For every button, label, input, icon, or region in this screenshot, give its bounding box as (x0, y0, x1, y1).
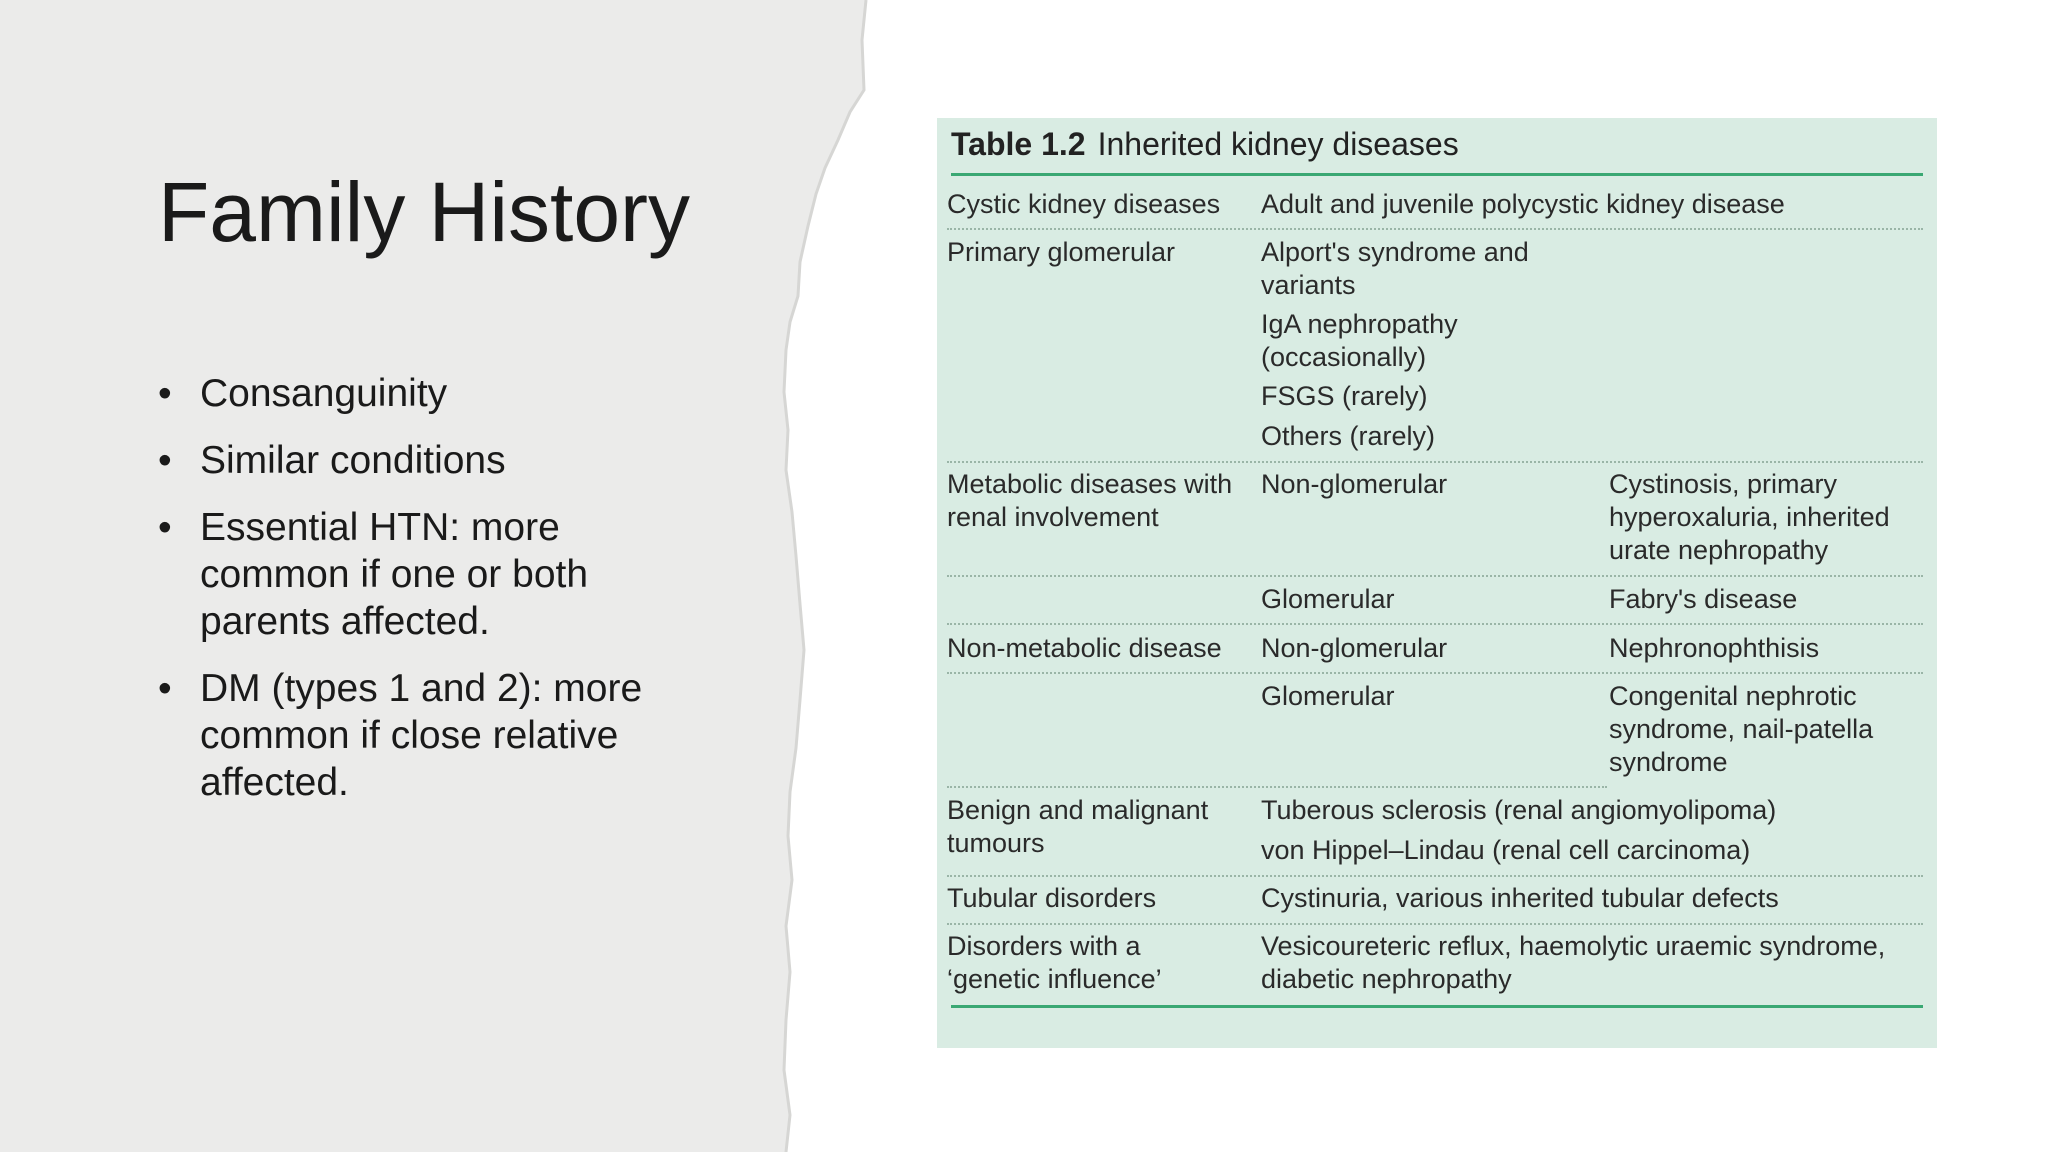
table-cell: Congenital nephrotic syndrome, nail-patella syndrome (1609, 681, 1874, 777)
slide-title: Family History (158, 165, 691, 259)
bullet-text: Essential HTN: more common if one or both parents affected. (200, 506, 589, 643)
bullet-item (158, 437, 718, 484)
table-cell: FSGS (rarely) (1261, 381, 1428, 411)
table-cell: Non-glomerular (1261, 469, 1448, 499)
table-bottom-rule (951, 1005, 1923, 1008)
row-divider (947, 875, 1923, 877)
bullet-item (158, 370, 718, 417)
row-divider (947, 228, 1923, 230)
table-cell: Primary glomerular (947, 237, 1176, 267)
row-divider (947, 461, 1923, 463)
table-cell: Tuberous sclerosis (renal angiomyolipoma) (1261, 795, 1777, 825)
table-caption (951, 126, 1459, 163)
table-cell: IgA nephropathy (occasionally) (1261, 309, 1458, 372)
row-divider (947, 575, 1923, 577)
table-cell: Metabolic diseases with renal involvement (947, 469, 1233, 532)
table-cell: von Hippel–Lindau (renal cell carcinoma) (1261, 835, 1751, 865)
table-caption-text: Inherited kidney diseases (1097, 126, 1459, 162)
table-cell: Benign and malignant tumours (947, 795, 1209, 858)
table-cell: Vesicoureteric reflux, haemolytic uraemic syndrome, diabetic nephropathy (1261, 931, 1886, 994)
table-caption-label: Table 1.2 (951, 126, 1086, 162)
bullet-dot-icon: • (158, 506, 172, 549)
row-divider (947, 923, 1923, 925)
bullet-dot-icon: • (158, 439, 172, 482)
table-cell: Non-glomerular (1261, 633, 1448, 663)
row-divider (947, 623, 1923, 625)
bullet-dot-icon: • (158, 667, 172, 710)
row-divider (947, 786, 1607, 788)
table-cell: Nephronophthisis (1609, 633, 1820, 663)
table-cell: Tubular disorders (947, 883, 1157, 913)
bullet-text: Similar conditions (200, 439, 506, 482)
bullet-item (158, 504, 718, 645)
bullet-list (158, 370, 718, 826)
table-cell: Disorders with a ‘genetic influence’ (947, 931, 1162, 994)
inherited-kidney-diseases-table (937, 118, 1937, 1048)
bullet-item (158, 665, 718, 806)
table-top-rule (951, 173, 1923, 176)
table-cell: Adult and juvenile polycystic kidney disease (1261, 189, 1785, 219)
row-divider (947, 672, 1923, 674)
table-cell: Alport's syndrome and variants (1261, 237, 1529, 300)
bullet-dot-icon: • (158, 372, 172, 415)
table-cell: Others (rarely) (1261, 421, 1436, 451)
table-cell: Non-metabolic disease (947, 633, 1222, 663)
bullet-text: DM (types 1 and 2): more common if close relative affected. (200, 667, 643, 804)
table-cell: Glomerular (1261, 584, 1395, 614)
table-cell: Fabry's disease (1609, 584, 1798, 614)
table-cell: Cystic kidney diseases (947, 189, 1221, 219)
bullet-text: Consanguinity (200, 372, 448, 415)
table-cell: Glomerular (1261, 681, 1395, 711)
table-cell: Cystinosis, primary hyperoxaluria, inherited urate nephropathy (1609, 469, 1890, 565)
table-cell: Cystinuria, various inherited tubular defects (1261, 883, 1779, 913)
